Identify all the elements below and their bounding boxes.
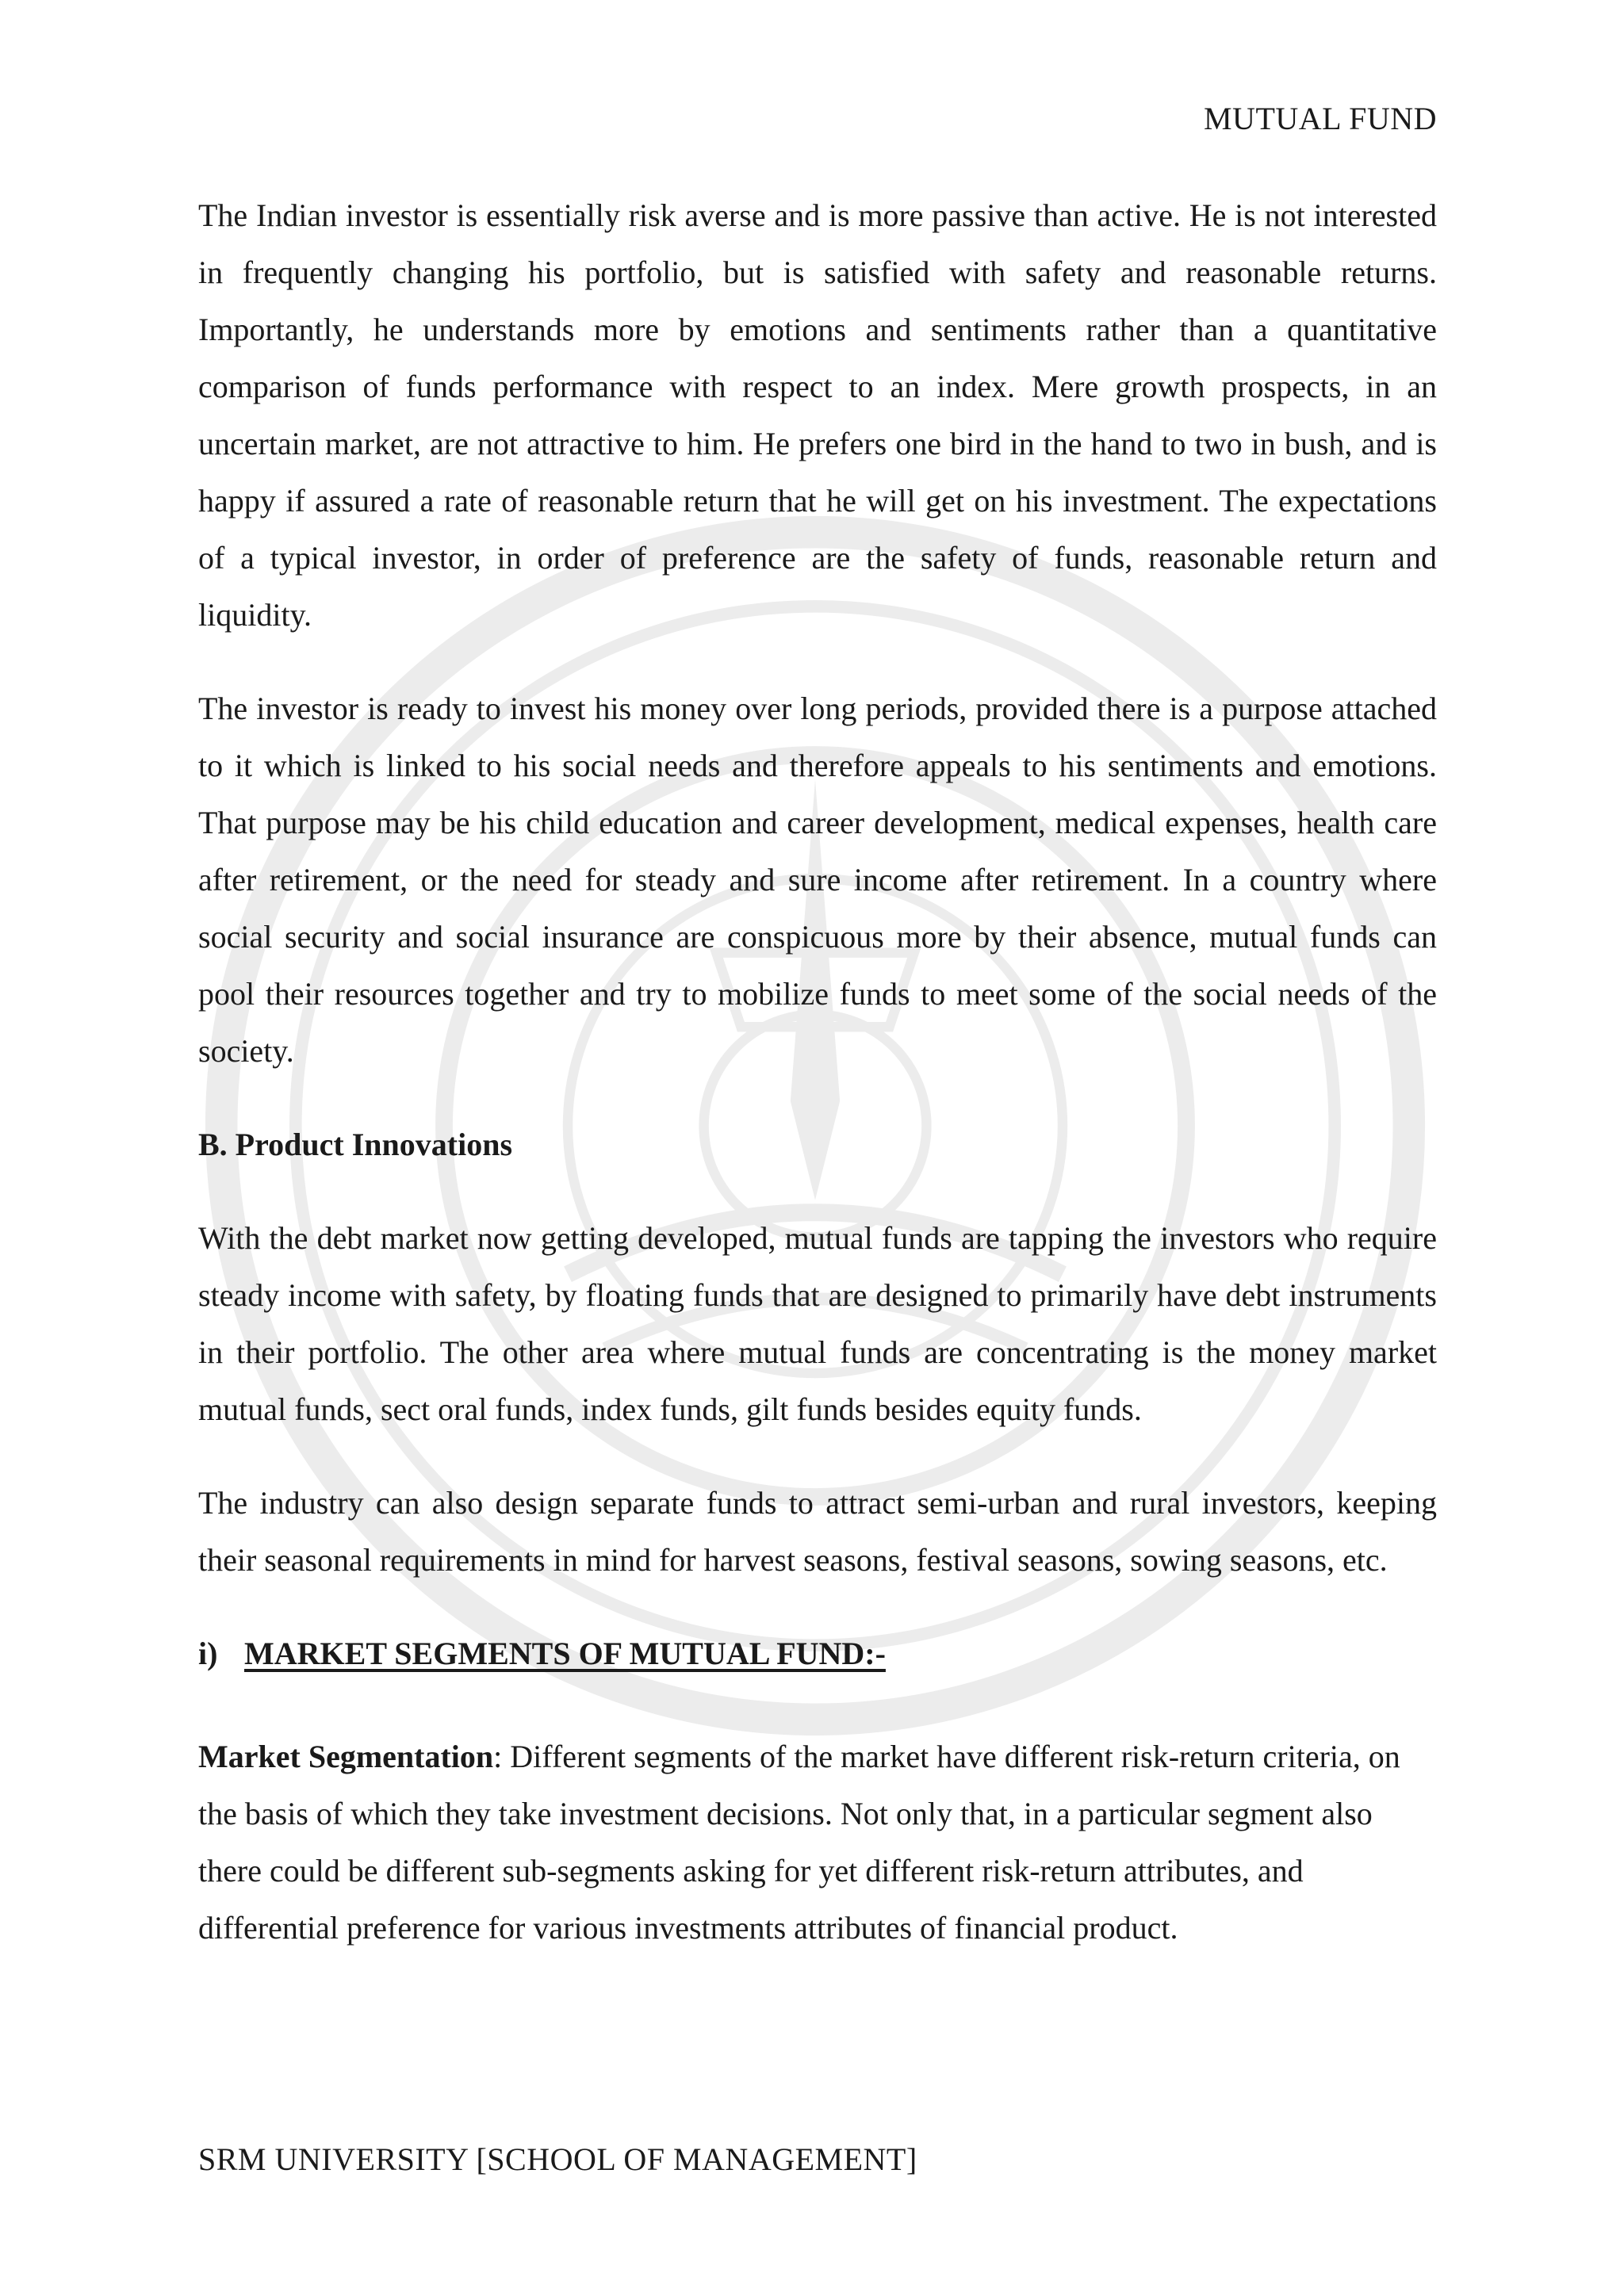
paragraph-rural-investors: The industry can also design separate funds to attract semi-urban and rural investors, keeping their seasonal requirements in mind for harvest seasons, festival seasons, sowing seasons, etc. <box>198 1485 1437 1578</box>
paragraph-market-segmentation <box>198 1728 1437 1957</box>
term-market-segmentation: Market Segmentation <box>198 1739 494 1774</box>
section-heading-market-segments <box>198 1625 1437 1682</box>
paragraph-long-term-purpose: The investor is ready to invest his money over long periods, provided there is a purpose attached to it which is linked to his social needs and therefore appeals to his sentiments and emotions. That purpose may be his child education and career development, medical expenses, health care after retirement, or the need for steady and sure income after retirement. In a country where social security and social insurance are conspicuous more by their absence, mutual funds can pool their resources together and try to mobilize funds to meet some of the social needs of the society. <box>198 691 1437 1069</box>
running-header: MUTUAL FUND <box>1203 101 1437 136</box>
heading-number: i) <box>198 1636 218 1671</box>
paragraph-debt-market: With the debt market now getting developed, mutual funds are tapping the investors who require steady income with safety, by floating funds that are designed to primarily have debt instruments in their portfolio. The other area where mutual funds are concentrating is the money market mutual funds, sect oral funds, index funds, gilt funds besides equity funds. <box>198 1220 1437 1427</box>
paragraph-investor-profile: The Indian investor is essentially risk averse and is more passive than active. He is not interested in frequently changing his portfolio, but is satisfied with safety and reasonable returns. Importantly, he understands more by emotions and sentiments rather than a quantitative comparison of funds performance with respect to an index. Mere growth prospects, in an uncertain market, are not attractive to him. He prefers one bird in the hand to two in bush, and is happy if assured a rate of reasonable return that he will get on his investment. The expectations of a typical investor, in order of preference are the safety of funds, reasonable return and liquidity. <box>198 197 1437 633</box>
heading-text: MARKET SEGMENTS OF MUTUAL FUND:- <box>244 1636 886 1671</box>
section-heading-product-innovations: B. Product Innovations <box>198 1127 513 1162</box>
market-segmentation-definition: : Different segments of the market have different risk-return criteria, on the basis of which they take investment decisions. Not only that, in a particular segment also there could be different sub-segments asking for yet different risk-return attributes, and differential preference for various investments attributes of financial product. <box>198 1739 1400 1946</box>
page-content <box>198 187 1437 1993</box>
running-footer: SRM UNIVERSITY [SCHOOL OF MANAGEMENT] <box>198 2141 917 2177</box>
